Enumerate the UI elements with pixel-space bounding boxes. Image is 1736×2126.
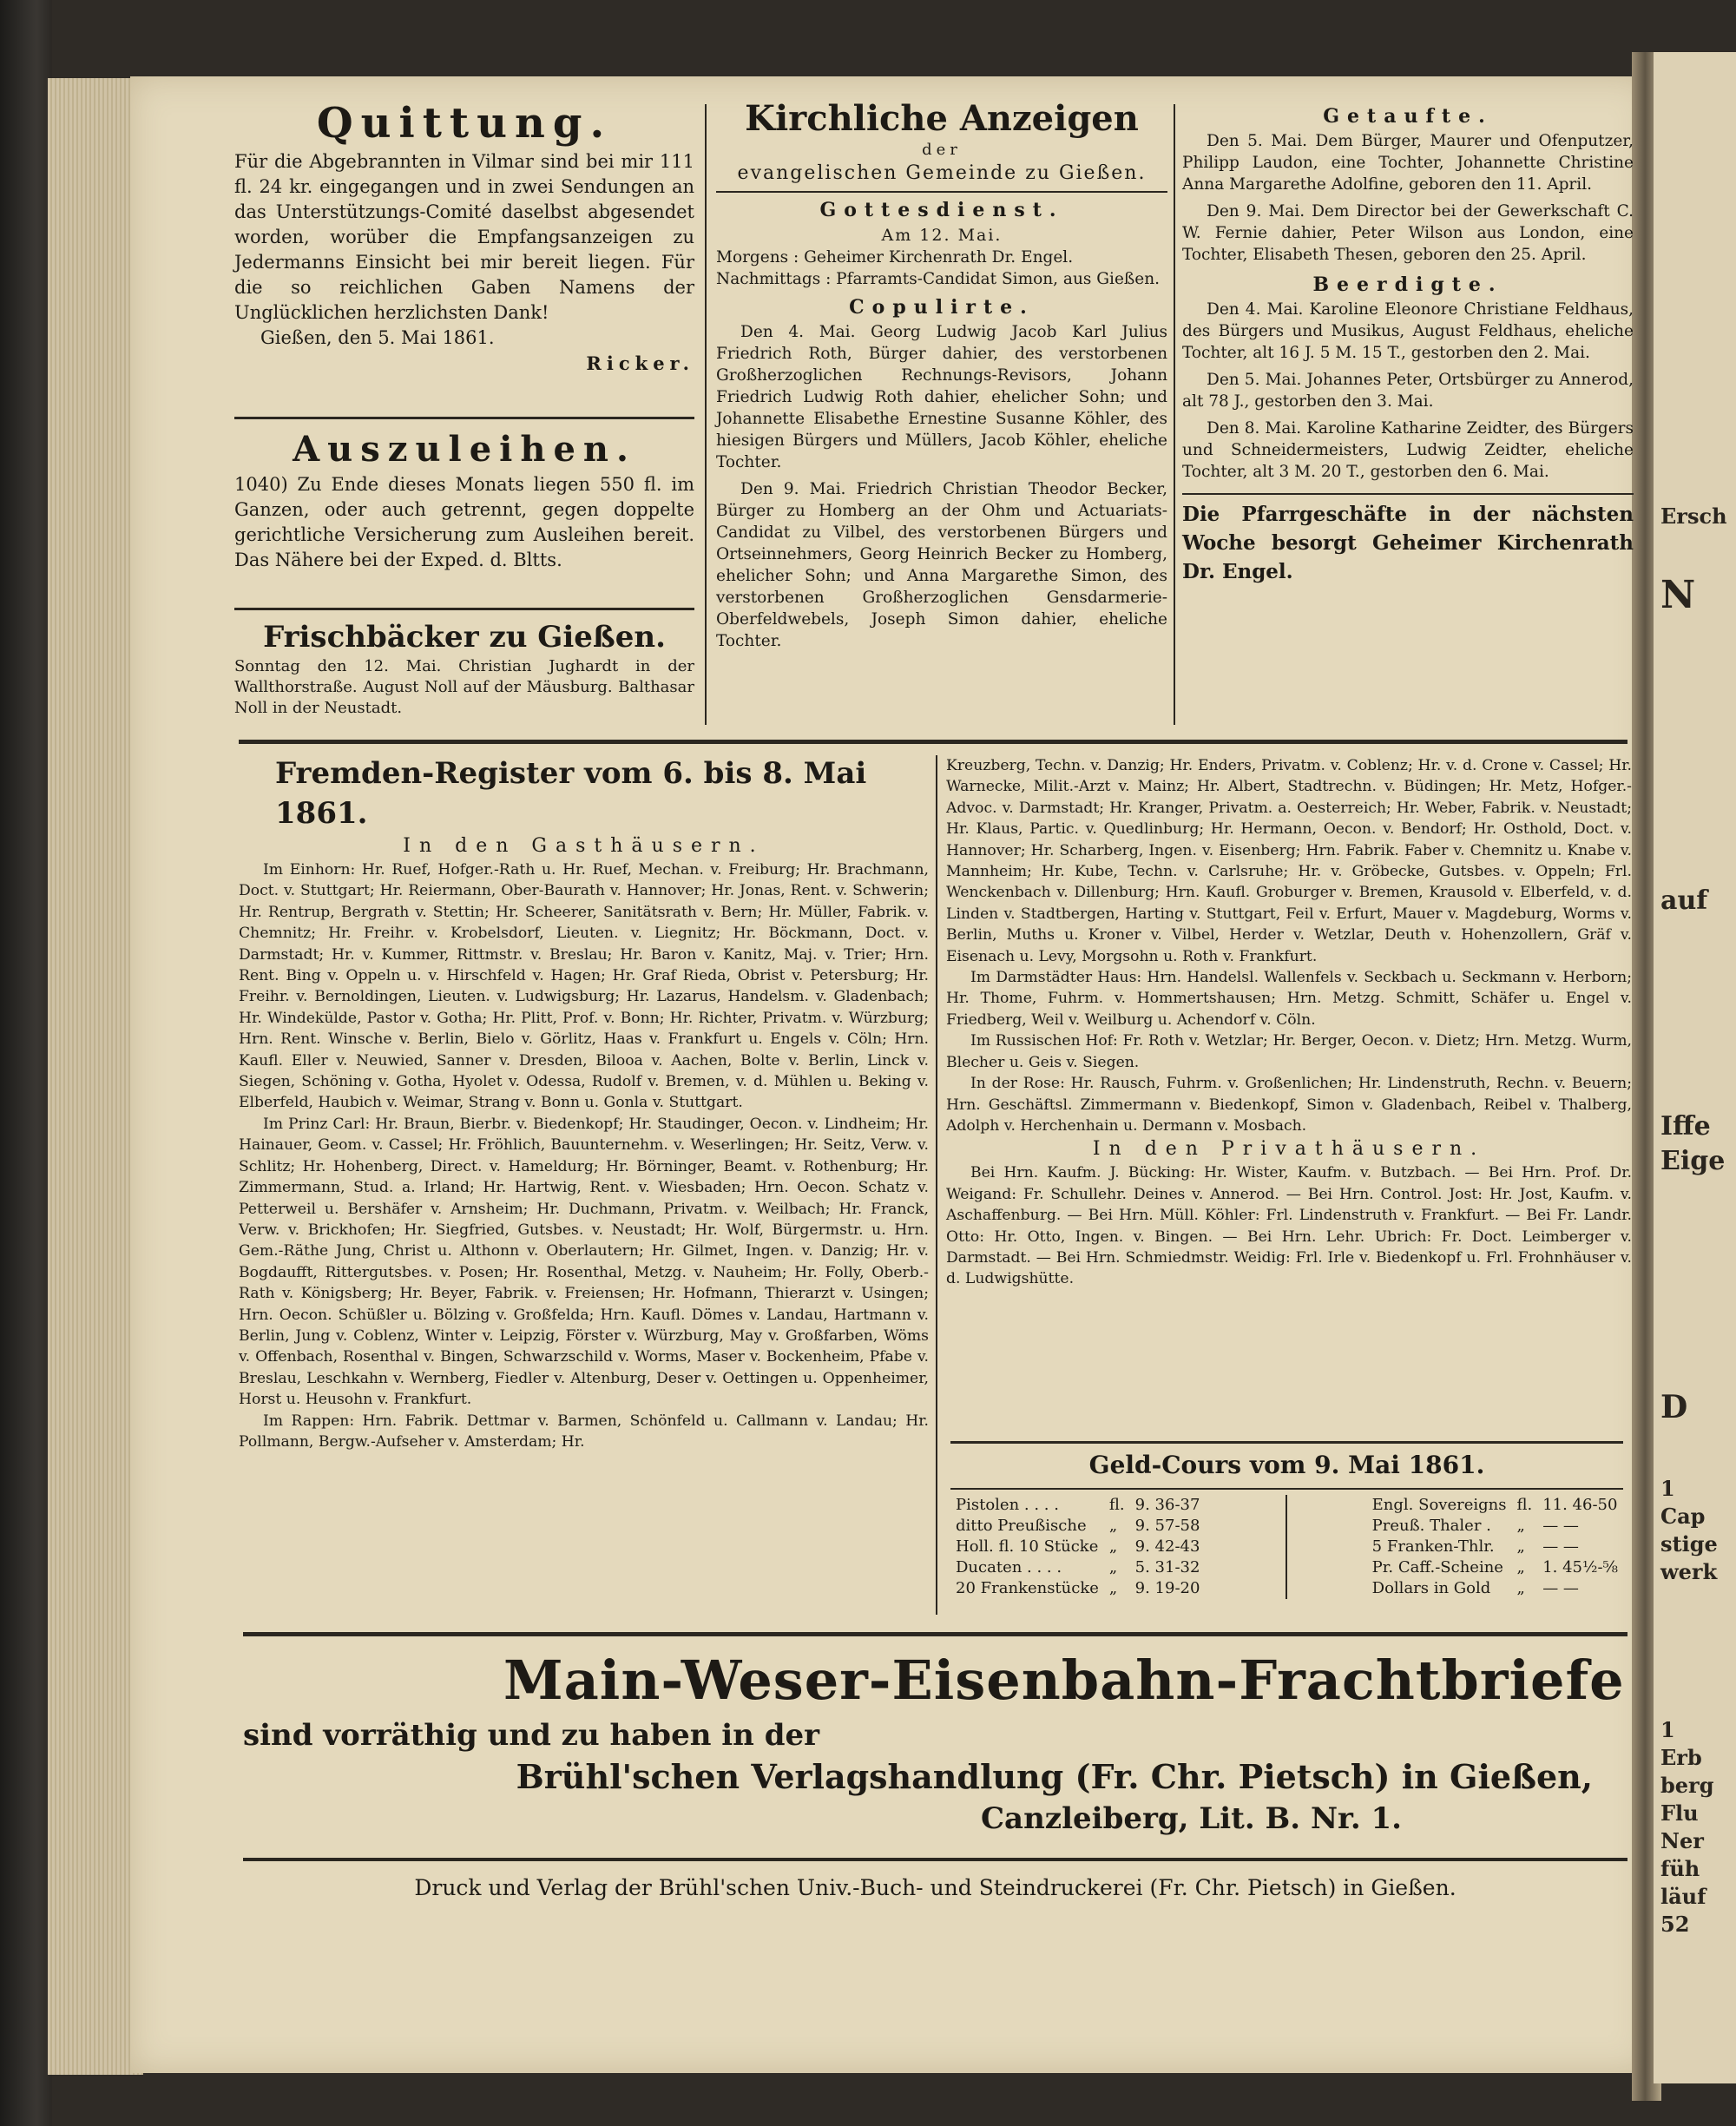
table-row [950, 1578, 1205, 1599]
table-row [950, 1516, 1205, 1537]
coin-value: 9. 36-37 [1134, 1496, 1200, 1514]
page-stack-left [48, 78, 143, 2075]
coin-unit: „ [1108, 1517, 1118, 1535]
ad-title: Main-Weser-Eisenbahn-Frachtbriefe [503, 1649, 1625, 1712]
einhorn-entry: Im Einhorn: Hr. Ruef, Hofger.-Rath u. Hr. Ruef, Mechan. v. Freiburg; Hr. Brachmann, Doct. v. Stuttgart; Hr. Reiermann, Ober-Baurath v. Hannover; Hr. Jonas, Rent. v. Schwerin; Hr. Rentrup, Bergrath v. Stettin; Hr. Scheerer, Sanitätsrath v. Bern; Hr. Müller, Fabrik. v. Chemnitz; Hr. Freihr. v. Krobelsdorf, Lieuten. v. Liegnitz; Hr. Böckmann, Doct. v. Darmstadt; Hr. v. Kummer, Rittmstr. v. Breslau; Hr. Baron v. Kanitz, Maj. v. Trier; Hrn. Rent. Bing v. Oppeln u. v. Hirschfeld v. Hagen; Hr. Graf Rieda, Obrist v. Petersburg; Hr. Freihr. v. Bernoldingen, Lieuten. v. Ludwigsburg; Hr. Lazarus, Handelsm. v. Gladenbach; Hr. Windekülde, Pastor v. Gotha; Hr. Plitt, Prof. v. Bonn; Hr. Richter, Privatm. v. Würzburg; Hrn. Rent. Winsche v. Berlin, Bielo v. Görlitz, Haas v. Frankfurt u. Engels v. Cöln; Hrn. Kaufl. Eller v. Neuwied, Sanner v. Dresden, Bilooa v. Aachen, Bolte v. Berlin, Linck v. Siegen, Schöning v. Gotha, Hyolet v. Odessa, Rudolf v. Bremen, v. d. Mühlen u. Beking v. Elberfeld, Haubich v. Weimar, Strang v. Bonn u. Gonla v. Stuttgart. [239, 861, 929, 1112]
right-page-fragment: läuf [1660, 1884, 1706, 1909]
table-row [1367, 1578, 1623, 1599]
geld-cours-table-right [1367, 1495, 1623, 1599]
copulirte-heading: Copulirte. [849, 296, 1035, 319]
column-divider [1174, 104, 1175, 725]
coin-name: Dollars in Gold [1371, 1579, 1491, 1597]
coin-name: Pr. Caff.-Scheine [1371, 1558, 1503, 1576]
gottesdienst-heading: Gottesdienst. [819, 199, 1064, 221]
imprint [243, 1871, 1628, 1906]
coin-name: Holl. fl. 10 Stücke [956, 1537, 1099, 1556]
coin-value: 9. 42-43 [1134, 1537, 1200, 1556]
quittung-signature: Ricker. [586, 352, 694, 374]
beerdigte-entry: Den 5. Mai. Johannes Peter, Ortsbürger zu Annerod, alt 78 J., gestorben den 3. Mai. [1182, 371, 1634, 411]
section-rule [234, 608, 694, 610]
privathaeuser-entry: Bei Hrn. Kaufm. J. Bücking: Hr. Wister, Kaufm. v. Butzbach. — Bei Hrn. Prof. Dr. Weigand: Fr. Schullehr. Deines v. Annerod. — Bei Hrn. Control. Jost: Hr. Jost, Kaufm. v. Aschaffenburg. — Bei Hrn. Müll. Köhler: Frl. Lindenstruth v. Frankfurt. — Bei Fr. Landr. Otto: Hr. Otto, Ingen. v. Bingen. — Bei Hrn. Lehr. Ubrich: Fr. Doct. Leimberger v. Darmstadt. — Bei Hrn. Schmiedmstr. Weidig: Frl. Irle v. Biedenkopf u. Frl. Frohnhäuser v. d. Ludwigshütte. [946, 1164, 1632, 1288]
section-rule [950, 1441, 1623, 1444]
right-page-fragment: auf [1660, 885, 1708, 916]
frachtbriefe-advertisement [243, 1645, 1628, 1838]
right-page-fragment: N [1660, 573, 1696, 617]
coin-name: 20 Frankenstücke [956, 1579, 1099, 1597]
coin-unit: „ [1516, 1517, 1525, 1535]
coin-unit: „ [1516, 1558, 1525, 1576]
section-rule [716, 191, 1167, 193]
book-binding-left [0, 0, 52, 2126]
right-page-edge [1654, 52, 1736, 2083]
section-rule [1182, 493, 1634, 495]
right-page-fragment: füh [1660, 1856, 1700, 1881]
table-row [950, 1537, 1205, 1557]
right-page-fragment: 1 [1660, 1717, 1675, 1742]
prinz-carl-entry: Im Prinz Carl: Hr. Braun, Bierbr. v. Biedenkopf; Hr. Staudinger, Oecon. v. Lindheim; Hr. Hainauer, Geom. v. Cassel; Hr. Fröhlich, Bauunternehm. v. Weserlingen; Hr. Seitz, Verw. v. Schlitz; Hr. Hohenberg, Direct. v. Hameldurg; Hr. Börninger, Beamt. v. Rothenburg; Hr. Zimmermann, Stud. a. Irland; Hr. Hartwig, Rent. v. Wiesbaden; Hrn. Oecon. Schatz v. Petterweil u. Bershäfer v. Arnsheim; Hr. Duchmann, Privatm. v. Weilbach; Hr. Franck, Verw. v. Brickhofen; Hr. Siegfried, Gutsbes. v. Neustadt; Hr. Wolf, Bürgermstr. u. Hrn. Gem.-Räthe Jung, Christ u. Althonn v. Oberlautern; Hr. Gilmet, Ingen. v. Danzig; Hr. v. Bogdaufft, Rittergutsbes. v. Posen; Hr. Rosenthal, Metzg. v. Nauheim; Hr. Folly, Oberb.-Rath v. Königsberg; Hr. Beyer, Fabrik. v. Freiensen; Hr. Hofmann, Thierarzt v. Usingen; Hrn. Oecon. Schüßler u. Bölzing v. Großfelda; Hrn. Kaufl. Dömes v. Landau, Hartmann v. Berlin, Jung v. Coblenz, Winter v. Leipzig, Förster v. Würzburg, May v. Großfarben, Wöms v. Offenbach, Rosenthal v. Bingen, Schwarzschild v. Worms, Maser v. Bockenheim, Pfabe v. Breslau, Leschkahn v. Wernberg, Fiedler v. Altenburg, Deser v. Oettingen u. Oppenheimer, Horst u. Heusohn v. Frankfurt. [239, 1115, 929, 1409]
section-rule [239, 740, 1628, 744]
kirchliche-anzeigen-continued [1182, 102, 1634, 586]
table-row [1367, 1557, 1623, 1578]
frischbaecker-body: Sonntag den 12. Mai. Christian Jughardt in der Wallthorstraße. August Noll auf der Mäusburg. Balthasar Noll in der Neustadt. [234, 657, 694, 717]
coin-value: 11. 46-50 [1542, 1496, 1618, 1514]
imprint-text: Druck und Verlag der Brühl'schen Univ.-Buch- und Steindruckerei (Fr. Chr. Pietsch) in Gießen. [414, 1875, 1457, 1900]
coin-value: 9. 57-58 [1134, 1517, 1200, 1535]
gottesdienst-morgens: Morgens : Geheimer Kirchenrath Dr. Engel. [716, 248, 1074, 267]
quittung-body: Für die Abgebrannten in Vilmar sind bei mir 111 fl. 24 kr. eingegangen und in zwei Sendungen an das Unterstützungs-Comité daselbst abgesendet worden, worüber die Empfangsanzeigen zu Jedermanns Einsicht bei mir bereit liegen. Für die so reichlichen Gaben Namens der Unglücklichen herzlichsten Dank! [234, 151, 694, 323]
coin-name: Preuß. Thaler . [1371, 1517, 1491, 1535]
coin-unit: fl. [1108, 1496, 1125, 1514]
fremden-register-continued [946, 755, 1632, 1290]
coin-name: Ducaten . . . . [956, 1558, 1062, 1576]
table-row [950, 1495, 1205, 1516]
coin-value: 9. 19-20 [1134, 1579, 1200, 1597]
table-row [950, 1557, 1205, 1578]
right-page-fragment: stige [1660, 1531, 1718, 1557]
getaufte-entry: Den 5. Mai. Dem Bürger, Maurer und Ofenputzer, Philipp Laudon, eine Tochter, Johannette Christine Anna Margarethe Adolfine, geboren den 11. April. [1182, 132, 1634, 194]
fremden-register [239, 754, 929, 1452]
rose-entry: In der Rose: Hr. Rausch, Fuhrm. v. Großenlichen; Hr. Lindenstruth, Rechn. v. Beuern; Hrn. Geschäftsl. Zimmermann v. Biedenkopf, Simon v. Gladenbach, Reibel v. Thalberg, Adolph v. Herchenhain u. Dermann v. Mosbach. [946, 1075, 1632, 1135]
coin-name: Engl. Sovereigns [1371, 1496, 1507, 1514]
quittung-dateline: Gießen, den 5. Mai 1861. [260, 327, 495, 348]
pfarrgeschaefte-notice: Die Pfarrgeschäfte in der nächsten Woche besorgt Geheimer Kirchenrath Dr. Engel. [1182, 503, 1634, 583]
section-rule [243, 1632, 1628, 1636]
rappen-entry-continued: Kreuzberg, Techn. v. Danzig; Hr. Enders, Privatm. v. Coblenz; Hr. v. d. Crone v. Cassel; Hr. Warnecke, Milit.-Arzt v. Mainz; Hr. Albert, Stadtrechn. v. Büdingen; Hr. Metz, Hofger.-Advoc. v. Darmstadt; Hr. Kranger, Privatm. a. Oesterreich; Hr. Weber, Fabrik. v. Neustadt; Hr. Klaus, Partic. v. Quedlinburg; Hr. Hermann, Oecon. v. Bendorf; Hr. Osthold, Doct. v. Hannover; Hr. Scharberg, Ingen. v. Eisenberg; Hrn. Fabrik. Faber v. Chemnitz u. Knabe v. Mannheim; Hr. Kube, Techn. v. Carlsruhe; Hr. v. Gröbecke, Gutsbes. v. Oppeln; Frl. Wenckenbach v. Dillenburg; Hrn. Kaufl. Groburger v. Bremen, Krausold v. Elberfeld, v. d. Linden v. Stadtbergen, Harting v. Stuttgart, Feil v. Erfurt, Mauer v. Magdeburg, Worms v. Berlin, Muths u. Kroner v. Vilbel, Herder v. Wetzlar, Deuth v. Hohenzollern, Gräf v. Eisenach u. Levy, Morgsohn u. Roth v. Frankfurt. [946, 757, 1632, 965]
table-divider [1286, 1495, 1287, 1599]
quittung-title: Quittung. [316, 99, 613, 148]
right-page-fragment: Iffe [1660, 1111, 1711, 1142]
russischer-hof-entry: Im Russischen Hof: Fr. Roth v. Wetzlar; Hr. Berger, Oecon. v. Dietz; Hrn. Metzg. Wurm, Blecher u. Geis v. Siegen. [946, 1032, 1632, 1071]
section-rule [950, 1488, 1623, 1490]
beerdigte-entry: Den 8. Mai. Karoline Katharine Zeidter, des Bürgers und Schneidermeisters, Ludwig Zeidter, eheliche Tochter, alt 3 M. 20 T., gestorben den 6. Mai. [1182, 419, 1634, 481]
copulirte-entry: Den 9. Mai. Friedrich Christian Theodor Becker, Bürger zu Homberg an der Ohm und Actuariats-Candidat zu Vilbel, des verstorbenen Bürgers und Ortseinnehmers, Georg Heinrich Becker zu Homberg, ehelicher Sohn; und Anna Margarethe Simon, des verstorbenen Großherzoglichen Gensdarmerie-Oberfeldwebels, Joseph Simon dahier, eheliche Tochter. [716, 480, 1167, 650]
coin-unit: „ [1516, 1537, 1525, 1556]
kirchliche-der: der [922, 141, 962, 159]
coin-unit: „ [1108, 1579, 1118, 1597]
coin-unit: „ [1516, 1579, 1525, 1597]
getaufte-heading: Getaufte. [1323, 105, 1493, 128]
right-page-fragment: 52 [1660, 1912, 1690, 1937]
coin-name: 5 Franken-Thlr. [1371, 1537, 1495, 1556]
frischbaecker-title: Frischbäcker zu Gießen. [263, 620, 666, 655]
coin-name: ditto Preußische [956, 1517, 1087, 1535]
kirchliche-anzeigen [716, 97, 1167, 652]
right-page-fragment: Erb [1660, 1745, 1702, 1770]
coin-value: — — [1542, 1537, 1579, 1556]
right-page-fragment: D [1660, 1389, 1688, 1425]
coin-value: — — [1542, 1517, 1579, 1535]
ausleihen-body: 1040) Zu Ende dieses Monats liegen 550 fl. im Ganzen, oder auch getrennt, gegen doppelte gerichtliche Versicherung zum Ausleihen bereit. Das Nähere bei der Exped. d. Bltts. [234, 474, 694, 570]
right-page-fragment: Ersch [1660, 504, 1727, 529]
coin-unit: „ [1108, 1558, 1118, 1576]
geld-cours [950, 1448, 1623, 1599]
table-row [1367, 1495, 1623, 1516]
right-page-fragment: berg [1660, 1773, 1714, 1798]
quittung-notice [234, 97, 694, 376]
coin-name: Pistolen . . . . [956, 1496, 1059, 1514]
gottesdienst-nachmittags: Nachmittags : Pfarramts-Candidat Simon, aus Gießen. [716, 270, 1160, 288]
fremden-title: Fremden-Register vom 6. bis 8. Mai 1861. [275, 756, 867, 831]
frischbaecker-notice [234, 618, 694, 719]
coin-unit: „ [1108, 1537, 1118, 1556]
section-rule [234, 417, 694, 419]
getaufte-entry: Den 9. Mai. Dem Director bei der Gewerkschaft C. W. Fernie dahier, Peter Wilson aus London, eine Tochter, Elisabeth Thesen, geboren den 25. April. [1182, 202, 1634, 264]
beerdigte-heading: Beerdigte. [1312, 273, 1503, 296]
rappen-entry: Im Rappen: Hrn. Fabrik. Dettmar v. Barmen, Schönfeld u. Callmann v. Landau; Hr. Pollmann, Bergw.-Aufseher v. Amsterdam; Hr. [239, 1412, 929, 1451]
column-divider [936, 755, 937, 1615]
ad-shop-name: Brühl'schen Verlagshandlung (Fr. Chr. Pietsch) in Gießen, [516, 1757, 1593, 1796]
right-page-fragment: Eige [1660, 1146, 1726, 1176]
right-page-fragment: Ner [1660, 1828, 1704, 1853]
geld-cours-table-left [950, 1495, 1205, 1599]
beerdigte-entry: Den 4. Mai. Karoline Eleonore Christiane Feldhaus, des Bürgers und Musikus, August Feldhaus, eheliche Tochter, alt 16 J. 5 M. 15 T., gestorben den 2. Mai. [1182, 300, 1634, 362]
copulirte-entry: Den 4. Mai. Georg Ludwig Jacob Karl Julius Friedrich Roth, Bürger dahier, des verstorbenen Großherzoglichen Rechnungs-Revisors, Johann Friedrich Ludwig Roth dahier, ehelicher Sohn; und Johannette Elisabethe Ernestine Susanne Köhler, des hiesigen Bürgers und Müllers, Jacob Köhler, eheliche Tochter. [716, 323, 1167, 471]
kirchliche-title: Kirchliche Anzeigen [745, 98, 1139, 139]
coin-value: 5. 31-32 [1134, 1558, 1200, 1576]
section-rule [243, 1858, 1628, 1861]
geld-cours-title: Geld-Cours vom 9. Mai 1861. [1088, 1451, 1485, 1479]
darmstaedter-haus-entry: Im Darmstädter Haus: Hrn. Handelsl. Wallenfels v. Seckbach u. Seckmann v. Herborn; Hr. Thome, Fuhrm. v. Hommertshausen; Hrn. Metzg. Schmitt, Schäfer u. Engel v. Friedberg, Weil v. Weilburg u. Achendorf v. Cöln. [946, 969, 1632, 1029]
gasthaeuser-heading: In den Gasthäusern. [403, 835, 765, 857]
right-page-fragment: Cap [1660, 1504, 1706, 1529]
table-row [1367, 1537, 1623, 1557]
ausleihen-notice [234, 427, 694, 573]
ausleihen-title: Auszuleihen. [293, 429, 636, 470]
coin-unit: fl. [1516, 1496, 1533, 1514]
coin-value: 1. 45½-⅝ [1542, 1558, 1618, 1576]
ad-line: sind vorräthig und zu haben in der [243, 1718, 820, 1753]
right-page-fragment: 1 [1660, 1476, 1675, 1501]
table-row [1367, 1516, 1623, 1537]
column-divider [705, 104, 707, 725]
right-page-fragment: Flu [1660, 1800, 1699, 1826]
right-page-fragment: werk [1660, 1559, 1718, 1584]
kirchliche-subtitle: evangelischen Gemeinde zu Gießen. [737, 162, 1147, 184]
privathaeuser-heading: In den Privathäusern. [1092, 1138, 1486, 1161]
gottesdienst-date: Am 12. Mai. [881, 226, 1003, 245]
ad-address: Canzleiberg, Lit. B. Nr. 1. [981, 1801, 1402, 1836]
coin-value: — — [1542, 1579, 1579, 1597]
